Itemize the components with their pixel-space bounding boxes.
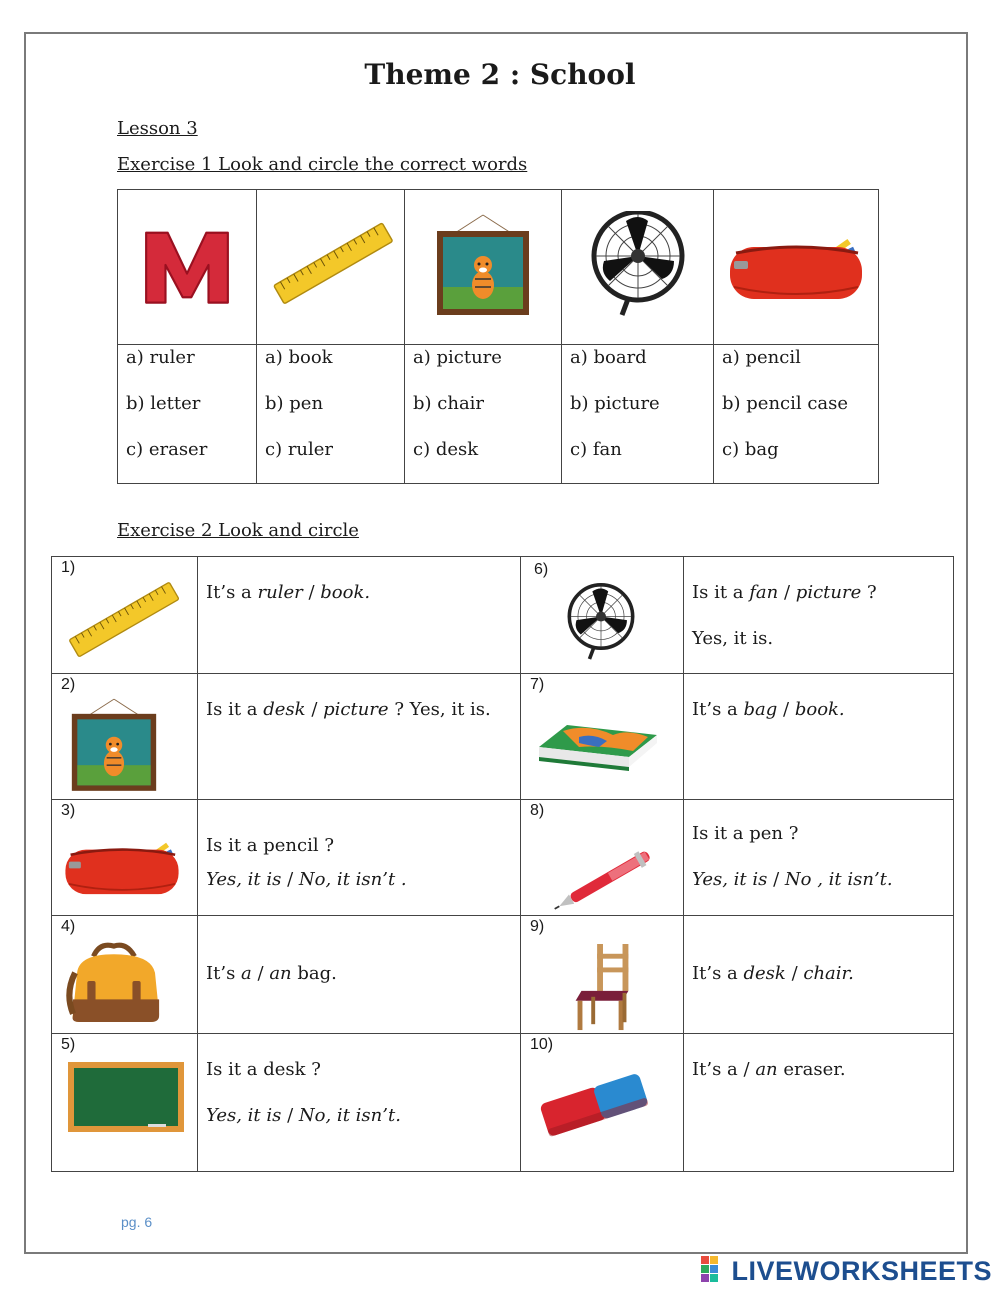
pencil-case-icon	[726, 227, 866, 303]
item-number: 9)	[530, 918, 545, 935]
exercise2-heading: Exercise 2 Look and circle	[117, 520, 359, 541]
ex1-options	[562, 345, 714, 484]
ex2-text-cell	[198, 800, 521, 916]
ex1-image-cell	[405, 190, 562, 345]
option-a[interactable]: a) book	[265, 347, 333, 368]
choice-1[interactable]: bag	[743, 699, 778, 720]
choice-2[interactable]: No , it isn’t.	[784, 869, 893, 890]
choice-1[interactable]: desk	[263, 699, 306, 720]
sentence: Is it a desk / picture ? Yes, it is.	[206, 699, 491, 720]
choice-2[interactable]: No, it isn’t .	[298, 869, 407, 890]
book-icon	[533, 694, 661, 776]
choice-2[interactable]: book.	[320, 582, 371, 603]
ex1-options	[118, 345, 257, 484]
item-number: 1)	[61, 559, 76, 576]
option-c[interactable]: c) eraser	[126, 439, 208, 460]
ex1-image-cell	[562, 190, 714, 345]
option-b[interactable]: b) letter	[126, 393, 201, 414]
ex2-text-cell	[684, 800, 954, 916]
choice-2[interactable]: an	[755, 1059, 778, 1080]
answer-line: Yes, it is.	[692, 628, 774, 649]
option-c[interactable]: c) bag	[722, 439, 779, 460]
ex2-text-cell	[198, 1034, 521, 1172]
question: Is it a pen ?	[692, 823, 799, 844]
liveworksheets-icon	[701, 1256, 727, 1289]
ex2-image-cell	[521, 1034, 684, 1172]
option-b[interactable]: b) chair	[413, 393, 485, 414]
pen-icon	[539, 834, 667, 914]
ex2-text-cell	[198, 916, 521, 1034]
page-number: pg. 6	[121, 1214, 153, 1230]
choice-2[interactable]: an	[269, 963, 292, 984]
choice-2[interactable]: book.	[794, 699, 845, 720]
picture-icon	[435, 212, 531, 318]
option-b[interactable]: b) pencil case	[722, 393, 849, 414]
choice-1[interactable]: ruler	[257, 582, 303, 603]
item-number: 6)	[534, 561, 549, 578]
lesson-label: Lesson 3	[117, 118, 198, 139]
chair-icon	[571, 944, 633, 1032]
sentence: It’s a desk / chair.	[692, 963, 854, 984]
option-c[interactable]: c) desk	[413, 439, 479, 460]
choice-1[interactable]: /	[743, 1059, 750, 1080]
exercise2-table	[51, 556, 954, 1172]
board-icon	[68, 1062, 184, 1132]
ex2-text-cell	[198, 557, 521, 674]
sentence: It’s a / an eraser.	[692, 1059, 846, 1080]
choice-2[interactable]: picture	[323, 699, 389, 720]
ex2-text-cell	[684, 1034, 954, 1172]
item-number: 8)	[530, 802, 545, 819]
item-number: 7)	[530, 676, 545, 693]
ex2-image-cell	[521, 557, 684, 674]
choice-1[interactable]: Yes, it is	[692, 869, 768, 890]
choice-2[interactable]: No, it isn’t.	[298, 1105, 401, 1126]
item-number: 10)	[530, 1036, 554, 1053]
question: Is it a pencil ?	[206, 835, 334, 856]
ex2-image-cell	[521, 674, 684, 800]
choice-1[interactable]: Yes, it is	[206, 1105, 282, 1126]
option-a[interactable]: a) picture	[413, 347, 502, 368]
ex2-image-cell	[521, 800, 684, 916]
sentence: Is it a desk ? Yes, it is / No, it isn’t.	[198, 1034, 520, 1128]
sentence: It’s a / an bag.	[206, 963, 337, 984]
fan-icon	[588, 211, 688, 319]
ex2-text-cell	[684, 916, 954, 1034]
option-a[interactable]: a) ruler	[126, 347, 195, 368]
exercise1-table	[117, 189, 879, 484]
choice-2[interactable]: chair.	[803, 963, 854, 984]
ex2-image-cell	[52, 1034, 198, 1172]
choice-1[interactable]: a	[241, 963, 252, 984]
choice-1[interactable]: fan	[749, 582, 779, 603]
item-number: 5)	[61, 1036, 76, 1053]
ex1-image-cell	[118, 190, 257, 345]
letter-m-icon	[137, 222, 237, 308]
option-b[interactable]: b) pen	[265, 393, 324, 414]
choice-1[interactable]: desk	[743, 963, 786, 984]
ruler-icon	[62, 571, 182, 671]
item-number: 2)	[61, 676, 76, 693]
sentence: Is it a pencil ? Yes, it is / No, it isn’t .	[198, 800, 520, 892]
ex1-image-cell	[714, 190, 879, 345]
ex2-text-cell	[684, 557, 954, 674]
question: Is it a desk ?	[206, 1059, 321, 1080]
option-b[interactable]: b) picture	[570, 393, 660, 414]
ex2-image-cell	[52, 674, 198, 800]
sentence: Is it a fan / picture ? Yes, it is.	[684, 557, 953, 651]
ex1-options	[257, 345, 405, 484]
option-c[interactable]: c) fan	[570, 439, 622, 460]
item-number: 3)	[61, 802, 76, 819]
sentence: It’s a ruler / book.	[206, 582, 371, 603]
fan-icon	[565, 583, 637, 663]
exercise1-heading: Exercise 1 Look and circle the correct words	[117, 154, 528, 175]
picture-icon	[70, 696, 158, 794]
sentence: Is it a pen ? Yes, it is / No , it isn’t.	[684, 800, 953, 892]
sentence: It’s a bag / book.	[692, 699, 845, 720]
brand-text: LIVEWORKSHEETS	[731, 1256, 992, 1286]
ex2-image-cell	[52, 916, 198, 1034]
ruler-icon	[266, 210, 396, 320]
item-number: 4)	[61, 918, 76, 935]
choice-1[interactable]: Yes, it is	[206, 869, 282, 890]
backpack-icon	[62, 942, 166, 1024]
ex2-image-cell	[52, 800, 198, 916]
option-a[interactable]: a) board	[570, 347, 647, 368]
ex1-options	[714, 345, 879, 484]
ex1-image-cell	[257, 190, 405, 345]
ex1-options	[405, 345, 562, 484]
choice-2[interactable]: picture	[795, 582, 862, 603]
eraser-icon	[537, 1058, 653, 1148]
option-a[interactable]: a) pencil	[722, 347, 801, 368]
ex2-image-cell	[52, 557, 198, 674]
ex2-text-cell	[684, 674, 954, 800]
ex2-text-cell	[198, 674, 521, 800]
brand-logo	[701, 1256, 992, 1289]
pencil-case-icon	[62, 832, 182, 898]
page-title: Theme 2 : School	[364, 58, 636, 91]
option-c[interactable]: c) ruler	[265, 439, 334, 460]
ex2-image-cell	[521, 916, 684, 1034]
